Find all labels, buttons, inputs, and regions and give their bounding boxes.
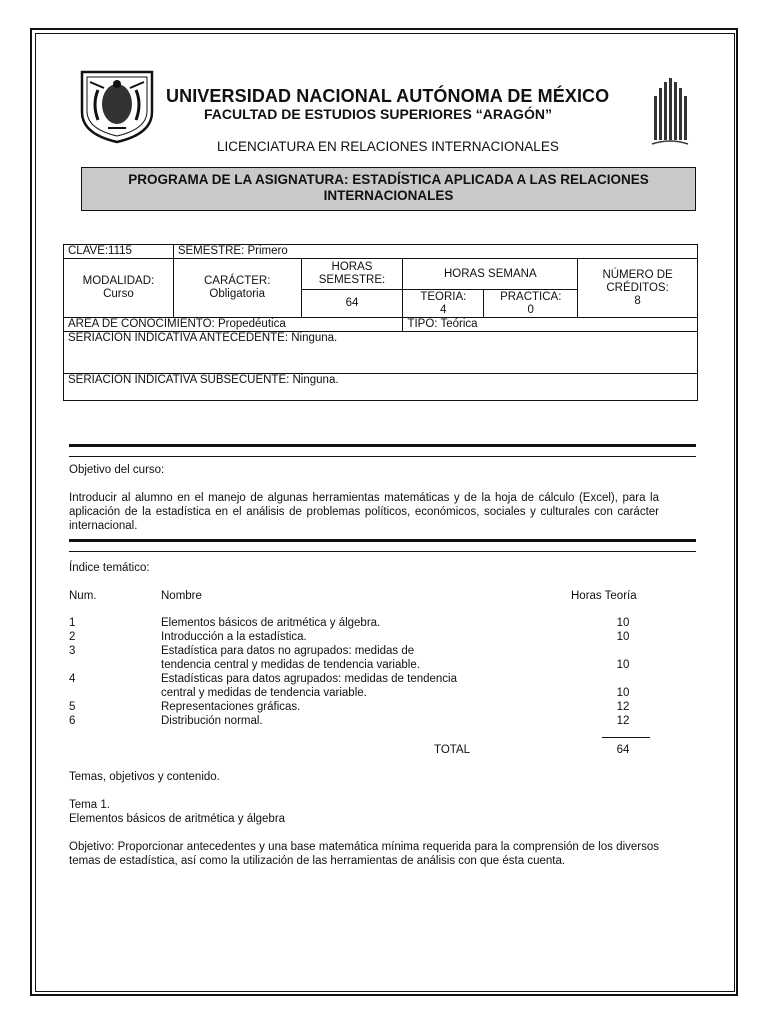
topic-num: 2 — [69, 631, 76, 643]
creditos-label1: NÚMERO DE — [602, 268, 673, 281]
objetivo-heading: Objetivo del curso: — [69, 464, 165, 476]
program-title-line1: PROGRAMA DE LA ASIGNATURA: ESTADÍSTICA APLICADA A LAS RELACIONES — [128, 172, 649, 187]
topic-num: 5 — [69, 701, 76, 713]
degree-name: LICENCIATURA EN RELACIONES INTERNACIONALES — [217, 139, 559, 154]
topic-hours: 10 — [616, 617, 630, 629]
teoria-cell — [403, 290, 484, 318]
tipo-cell: TIPO: Teórica — [403, 318, 698, 332]
col-header-num: Num. — [69, 590, 97, 602]
topic-hours: 10 — [616, 687, 630, 699]
modalidad-value: Curso — [103, 288, 134, 300]
topic-name-cont: central y medidas de tendencia variable. — [161, 687, 367, 699]
creditos-value: 8 — [634, 294, 641, 307]
topic-hours: 10 — [616, 631, 630, 643]
tema-objetivo-text: Objetivo: Proporcionar antecedentes y una base matemática mínima requerida para la comprensión de los diversos temas de estadística, así como la utilización de las herramientas de análisis con que ésta cuenta. — [69, 841, 659, 867]
modalidad-cell — [64, 259, 174, 318]
topic-name: Distribución normal. — [161, 715, 263, 727]
divider-thick — [69, 539, 696, 542]
temas-heading: Temas, objetivos y contenido. — [69, 771, 220, 783]
total-label: TOTAL — [434, 744, 470, 756]
topic-num: 1 — [69, 617, 76, 629]
topic-name: Elementos básicos de aritmética y álgebra. — [161, 617, 381, 629]
topic-name: Estadística para datos no agrupados: medidas de — [161, 645, 415, 657]
total-value: 64 — [616, 744, 630, 756]
horas-semestre-label1: HORAS — [331, 261, 373, 273]
horas-semestre-label2: SEMESTRE: — [318, 274, 386, 286]
seriacion-subsecuente-cell: SERIACION INDICATIVA SUBSECUENTE: Ninguna. — [64, 374, 698, 401]
col-header-name: Nombre — [161, 590, 202, 602]
clave-cell: CLAVE:1115 — [64, 245, 174, 259]
creditos-cell — [578, 259, 698, 318]
topic-name: Estadísticas para datos agrupados: medidas de tendencia — [161, 673, 457, 685]
program-title-line2: INTERNACIONALES — [323, 188, 454, 203]
teoria-label: TEORIA: — [420, 290, 467, 303]
total-underline — [602, 737, 650, 738]
teoria-value: 4 — [440, 303, 447, 316]
modalidad-label: MODALIDAD: — [82, 275, 155, 287]
topic-num: 6 — [69, 715, 76, 727]
topic-name-cont: tendencia central y medidas de tendencia variable. — [161, 659, 420, 671]
topic-name: Representaciones gráficas. — [161, 701, 301, 713]
tema-label: Tema 1. — [69, 799, 110, 811]
seriacion-antecedente-cell: SERIACION INDICATIVA ANTECEDENTE: Ninguna. — [64, 332, 698, 374]
horas-semana-label-cell: HORAS SEMANA — [403, 259, 578, 290]
indice-heading: Índice temático: — [69, 562, 150, 574]
semestre-cell: SEMESTRE: Primero — [173, 245, 697, 259]
horas-semestre-label-cell — [301, 259, 403, 290]
topic-num: 4 — [69, 673, 76, 685]
divider-thick — [69, 444, 696, 447]
caracter-value: Obligatoria — [209, 288, 266, 300]
practica-label: PRACTICA: — [500, 290, 562, 303]
horas-semestre-value: 64 — [301, 290, 403, 318]
divider-thin — [69, 551, 696, 552]
unam-seal-logo — [78, 68, 156, 144]
course-info-table — [63, 244, 698, 401]
faculty-name: FACULTAD DE ESTUDIOS SUPERIORES “ARAGÓN” — [204, 106, 552, 122]
practica-value: 0 — [527, 303, 534, 316]
divider-thin — [69, 456, 696, 457]
creditos-label2: CRÉDITOS: — [606, 281, 669, 294]
col-header-hours: Horas Teoría — [571, 590, 637, 602]
area-cell: AREA DE CONOCIMIENTO: Propedéutica — [64, 318, 403, 332]
topic-hours: 10 — [616, 659, 630, 671]
topic-hours: 12 — [616, 701, 630, 713]
program-title-box — [81, 167, 696, 211]
practica-cell — [484, 290, 578, 318]
topic-name: Introducción a la estadística. — [161, 631, 307, 643]
objetivo-text: Introducir al alumno en el manejo de algunas herramientas matemáticas y de la hoja de cálculo (Excel), para la aplicación de la estadística en el análisis de problemas políticos, económicos, sociales y culturales con carácter internacional. — [69, 492, 659, 532]
fes-aragon-logo — [650, 78, 690, 146]
university-name: UNIVERSIDAD NACIONAL AUTÓNOMA DE MÉXICO — [166, 86, 610, 106]
topic-hours: 12 — [616, 715, 630, 727]
tema-name: Elementos básicos de aritmética y álgebra — [69, 813, 286, 825]
caracter-label: CARÁCTER: — [203, 275, 271, 287]
caracter-cell — [173, 259, 301, 318]
topic-num: 3 — [69, 645, 76, 657]
